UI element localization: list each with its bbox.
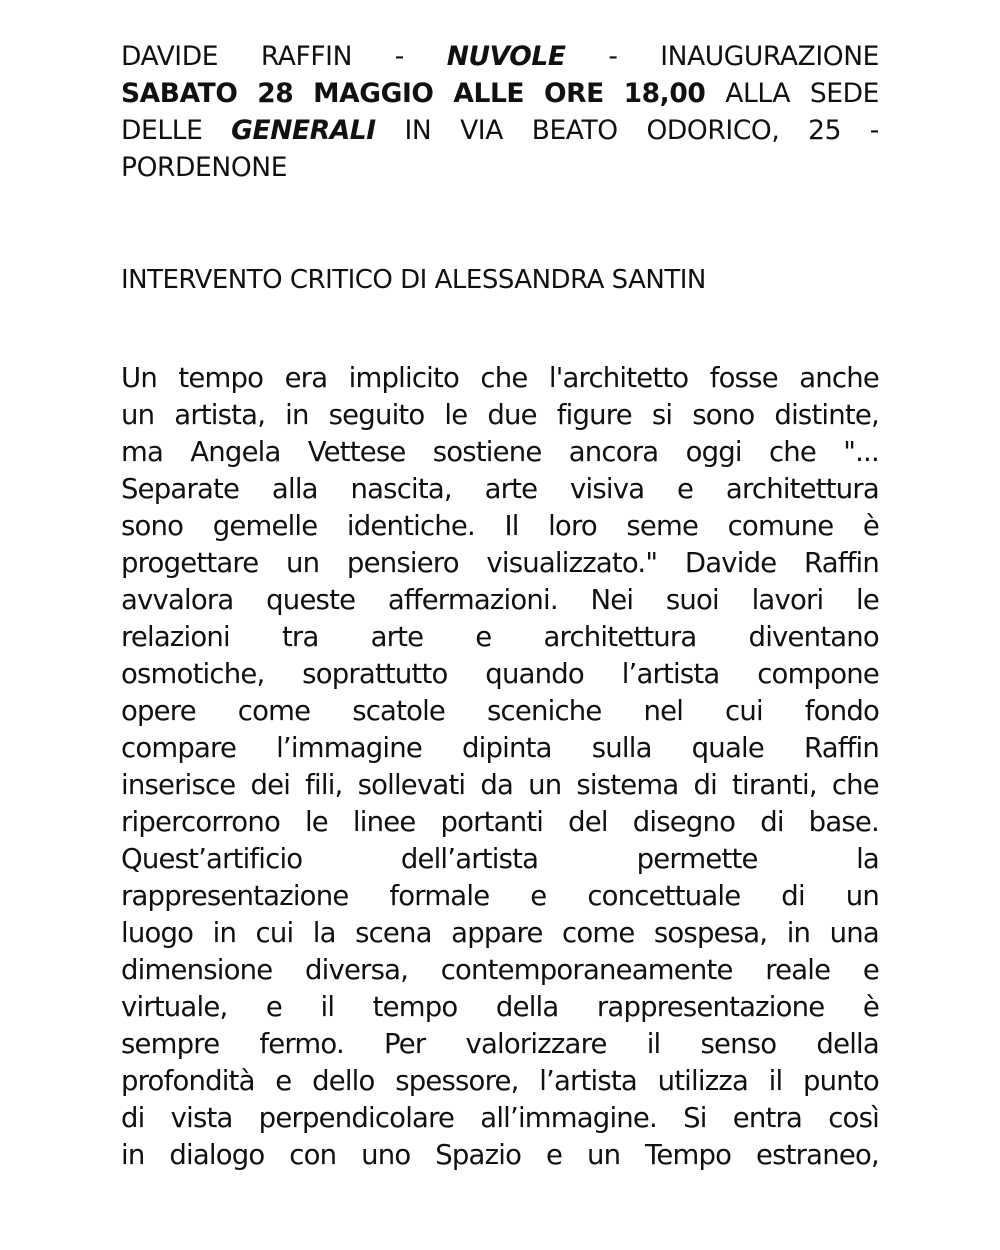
body-word: tiranti, bbox=[732, 769, 817, 801]
body-word: in bbox=[212, 917, 237, 949]
body-word: opere bbox=[121, 695, 196, 727]
body-word: ancora bbox=[568, 436, 659, 468]
body-word: visualizzato." bbox=[486, 547, 658, 579]
body-word: l’artista bbox=[621, 658, 720, 690]
body-word: seme bbox=[626, 510, 699, 542]
body-word: la bbox=[312, 917, 336, 949]
body-line bbox=[121, 397, 879, 434]
body-word: profondità bbox=[121, 1065, 255, 1097]
body-word: le bbox=[444, 399, 468, 431]
body-word: compare bbox=[121, 732, 237, 764]
body-word: Un bbox=[121, 362, 157, 394]
venue-city: PORDENONE bbox=[121, 152, 288, 183]
body-word: Angela bbox=[190, 436, 281, 468]
body-word: linee bbox=[352, 806, 416, 838]
body-word: in bbox=[121, 1139, 145, 1171]
event-date-time-word: MAGGIO bbox=[313, 78, 434, 109]
body-word: uno bbox=[361, 1139, 411, 1171]
body-word: dei bbox=[250, 769, 291, 801]
body-line bbox=[121, 841, 879, 878]
body-line bbox=[121, 767, 879, 804]
body-word: un bbox=[586, 1139, 621, 1171]
body-word: fondo bbox=[804, 695, 879, 727]
body-line bbox=[121, 989, 879, 1026]
body-word: inserisce bbox=[121, 769, 236, 801]
body-word: le bbox=[856, 584, 879, 616]
body-line bbox=[121, 434, 879, 471]
header-line-1 bbox=[121, 38, 879, 75]
body-word: un bbox=[528, 769, 562, 801]
body-word: come bbox=[562, 917, 635, 949]
body-word: fosse bbox=[709, 362, 778, 394]
body-word: appare bbox=[451, 917, 543, 949]
body-word: comune bbox=[727, 510, 834, 542]
body-word: implicito bbox=[348, 362, 459, 394]
body-word: sono bbox=[121, 510, 184, 542]
body-word: si bbox=[651, 399, 673, 431]
body-word: come bbox=[237, 695, 311, 727]
body-word: fermo. bbox=[259, 1028, 344, 1060]
body-word: dimensione bbox=[121, 954, 273, 986]
header-line-4 bbox=[121, 149, 879, 186]
body-word: base. bbox=[808, 806, 879, 838]
inauguration-label-word: INAUGURAZIONE bbox=[660, 41, 879, 72]
body-word: in bbox=[285, 399, 309, 431]
body-word: compone bbox=[757, 658, 879, 690]
body-word: concettuale bbox=[587, 880, 741, 912]
body-word: è bbox=[862, 510, 879, 542]
body-word: la bbox=[856, 843, 879, 875]
venue-address-word: IN bbox=[404, 115, 432, 146]
body-word: rappresentazione bbox=[121, 880, 349, 912]
body-word: sempre bbox=[121, 1028, 220, 1060]
body-word: sostiene bbox=[432, 436, 542, 468]
body-word: sospesa, bbox=[653, 917, 768, 949]
venue-address-word: VIA bbox=[460, 115, 503, 146]
body-word: quando bbox=[485, 658, 584, 690]
body-word: relazioni bbox=[121, 621, 230, 653]
body-line bbox=[121, 360, 879, 397]
body-word: di bbox=[781, 880, 805, 912]
body-word: Nei bbox=[590, 584, 634, 616]
body-word: un bbox=[845, 880, 879, 912]
event-date-time-word: ORE bbox=[543, 78, 604, 109]
body-line bbox=[121, 619, 879, 656]
artist-name-word: RAFFIN bbox=[260, 41, 353, 72]
body-line bbox=[121, 1063, 879, 1100]
body-line bbox=[121, 730, 879, 767]
venue-name-word: GENERALI bbox=[231, 115, 376, 146]
body-word: l'architetto bbox=[548, 362, 689, 394]
body-word: della bbox=[816, 1028, 879, 1060]
header-line-2 bbox=[121, 75, 879, 112]
body-word: un bbox=[121, 399, 155, 431]
body-word: Il bbox=[504, 510, 519, 542]
body-word: Per bbox=[384, 1028, 426, 1060]
body-word: in bbox=[786, 917, 811, 949]
body-line bbox=[121, 1100, 879, 1137]
body-word: e bbox=[677, 473, 694, 505]
body-word: alla bbox=[271, 473, 318, 505]
body-word: permette bbox=[636, 843, 758, 875]
body-word: soprattutto bbox=[302, 658, 448, 690]
header-line-3 bbox=[121, 112, 879, 149]
body-word: "... bbox=[843, 436, 879, 468]
body-word: valorizzare bbox=[465, 1028, 607, 1060]
venue-article-word: DELLE bbox=[121, 115, 203, 146]
body-word: identiche. bbox=[346, 510, 475, 542]
body-word: suoi bbox=[665, 584, 719, 616]
body-word: e bbox=[475, 621, 492, 653]
body-word: distinte, bbox=[774, 399, 879, 431]
body-word: architettura bbox=[543, 621, 697, 653]
body-line bbox=[121, 1137, 879, 1174]
inauguration-label-word: - bbox=[608, 41, 618, 72]
body-line bbox=[121, 952, 879, 989]
body-word: e bbox=[265, 991, 282, 1023]
body-word: loro bbox=[548, 510, 597, 542]
body-word: Raffin bbox=[803, 732, 879, 764]
body-word: anche bbox=[799, 362, 879, 394]
body-word: architettura bbox=[725, 473, 879, 505]
body-word: Quest’artificio bbox=[121, 843, 303, 875]
body-word: due bbox=[487, 399, 537, 431]
body-word: utilizza bbox=[657, 1065, 749, 1097]
body-word: e bbox=[545, 1139, 563, 1171]
body-line bbox=[121, 582, 879, 619]
body-word: da bbox=[480, 769, 514, 801]
body-line bbox=[121, 656, 879, 693]
exhibition-title-word: NUVOLE bbox=[446, 41, 566, 72]
body-word: cui bbox=[725, 695, 763, 727]
body-word: estraneo, bbox=[756, 1139, 879, 1171]
body-word: seguito bbox=[328, 399, 425, 431]
body-word: dipinta bbox=[462, 732, 552, 764]
event-date-time-word: 28 bbox=[257, 78, 294, 109]
body-word: artista, bbox=[174, 399, 266, 431]
body-word: progettare bbox=[121, 547, 259, 579]
body-word: cui bbox=[255, 917, 294, 949]
body-word: contemporaneamente bbox=[440, 954, 733, 986]
venue-prefix-word: ALLA bbox=[725, 78, 791, 109]
body-word: una bbox=[829, 917, 879, 949]
body-word: Spazio bbox=[435, 1139, 522, 1171]
body-line bbox=[121, 693, 879, 730]
body-line bbox=[121, 545, 879, 582]
body-word: rappresentazione bbox=[596, 991, 825, 1023]
body-word: con bbox=[289, 1139, 337, 1171]
body-word: così bbox=[828, 1102, 879, 1134]
critical-text-body bbox=[121, 360, 879, 1174]
body-word: il bbox=[768, 1065, 783, 1097]
body-word: di bbox=[693, 769, 717, 801]
body-word: le bbox=[304, 806, 328, 838]
body-word: avvalora bbox=[121, 584, 234, 616]
body-word: tempo bbox=[372, 991, 458, 1023]
body-word: diventano bbox=[748, 621, 879, 653]
body-word: luogo bbox=[121, 917, 194, 949]
body-word: ripercorrono bbox=[121, 806, 280, 838]
event-date-time-word: ALLE bbox=[453, 78, 525, 109]
body-word: all’immagine. bbox=[480, 1102, 657, 1134]
body-word: visiva bbox=[570, 473, 645, 505]
body-word: scena bbox=[355, 917, 432, 949]
body-word: entra bbox=[732, 1102, 803, 1134]
body-word: e bbox=[862, 954, 879, 986]
venue-address-word: BEATO bbox=[531, 115, 618, 146]
body-word: Vettese bbox=[307, 436, 406, 468]
body-word: portanti bbox=[440, 806, 544, 838]
body-word: di bbox=[121, 1102, 145, 1134]
body-word: tra bbox=[281, 621, 319, 653]
body-word: arte bbox=[484, 473, 538, 505]
body-word: perpendicolare bbox=[258, 1102, 455, 1134]
body-word: disegno bbox=[632, 806, 736, 838]
body-word: Raffin bbox=[804, 547, 879, 579]
body-line bbox=[121, 915, 879, 952]
body-word: il bbox=[646, 1028, 661, 1060]
body-word: l’artista bbox=[539, 1065, 637, 1097]
body-word: vista bbox=[170, 1102, 233, 1134]
venue-address-word: ODORICO, bbox=[646, 115, 780, 146]
body-word: figure bbox=[556, 399, 632, 431]
body-word: nel bbox=[643, 695, 684, 727]
body-word: scatole bbox=[352, 695, 446, 727]
announcement-header bbox=[121, 38, 879, 186]
body-word: reale bbox=[765, 954, 831, 986]
body-word: dell’artista bbox=[400, 843, 539, 875]
body-word: di bbox=[760, 806, 784, 838]
body-word: sono bbox=[692, 399, 755, 431]
venue-address-word: 25 bbox=[808, 115, 842, 146]
body-word: sistema bbox=[576, 769, 679, 801]
body-word: Separate bbox=[121, 473, 240, 505]
body-word: tempo bbox=[178, 362, 264, 394]
body-line bbox=[121, 1026, 879, 1063]
body-word: il bbox=[320, 991, 335, 1023]
body-word: spessore, bbox=[395, 1065, 519, 1097]
body-word: un bbox=[286, 547, 320, 579]
body-word: queste bbox=[266, 584, 356, 616]
body-word: del bbox=[568, 806, 608, 838]
artist-name-word: DAVIDE bbox=[121, 41, 219, 72]
body-word: arte bbox=[370, 621, 424, 653]
body-word: formale bbox=[389, 880, 490, 912]
body-word: dialogo bbox=[169, 1139, 265, 1171]
artist-name-word: - bbox=[394, 41, 404, 72]
body-word: nascita, bbox=[350, 473, 452, 505]
venue-prefix-word: SEDE bbox=[809, 78, 879, 109]
body-word: Si bbox=[683, 1102, 707, 1134]
body-word: l’immagine bbox=[276, 732, 422, 764]
body-word: affermazioni. bbox=[387, 584, 558, 616]
body-word: Davide bbox=[684, 547, 777, 579]
body-word: che bbox=[768, 436, 817, 468]
body-word: fili, bbox=[305, 769, 343, 801]
body-word: quale bbox=[691, 732, 764, 764]
body-word: è bbox=[862, 991, 879, 1023]
body-word: dello bbox=[312, 1065, 375, 1097]
body-word: senso bbox=[700, 1028, 777, 1060]
body-word: Tempo bbox=[645, 1139, 732, 1171]
body-line bbox=[121, 471, 879, 508]
event-date-time-word: SABATO bbox=[121, 78, 238, 109]
body-word: ma bbox=[121, 436, 164, 468]
body-word: virtuale, bbox=[121, 991, 228, 1023]
body-word: sollevati bbox=[357, 769, 466, 801]
body-word: sceniche bbox=[487, 695, 602, 727]
critic-subtitle: INTERVENTO CRITICO DI ALESSANDRA SANTIN bbox=[121, 265, 706, 295]
body-word: diversa, bbox=[304, 954, 409, 986]
body-word: sulla bbox=[591, 732, 652, 764]
venue-address-word: - bbox=[869, 115, 879, 146]
body-word: della bbox=[495, 991, 559, 1023]
body-word: e bbox=[530, 880, 547, 912]
body-word: e bbox=[275, 1065, 292, 1097]
body-word: lavori bbox=[751, 584, 824, 616]
body-word: osmotiche, bbox=[121, 658, 265, 690]
body-line bbox=[121, 508, 879, 545]
body-word: che bbox=[831, 769, 879, 801]
body-word: oggi bbox=[685, 436, 742, 468]
body-word: gemelle bbox=[212, 510, 318, 542]
body-word: punto bbox=[803, 1065, 879, 1097]
body-word: pensiero bbox=[346, 547, 459, 579]
body-word: che bbox=[480, 362, 528, 394]
body-word: era bbox=[284, 362, 328, 394]
event-date-time-word: 18,00 bbox=[623, 78, 706, 109]
body-line bbox=[121, 878, 879, 915]
body-line bbox=[121, 804, 879, 841]
